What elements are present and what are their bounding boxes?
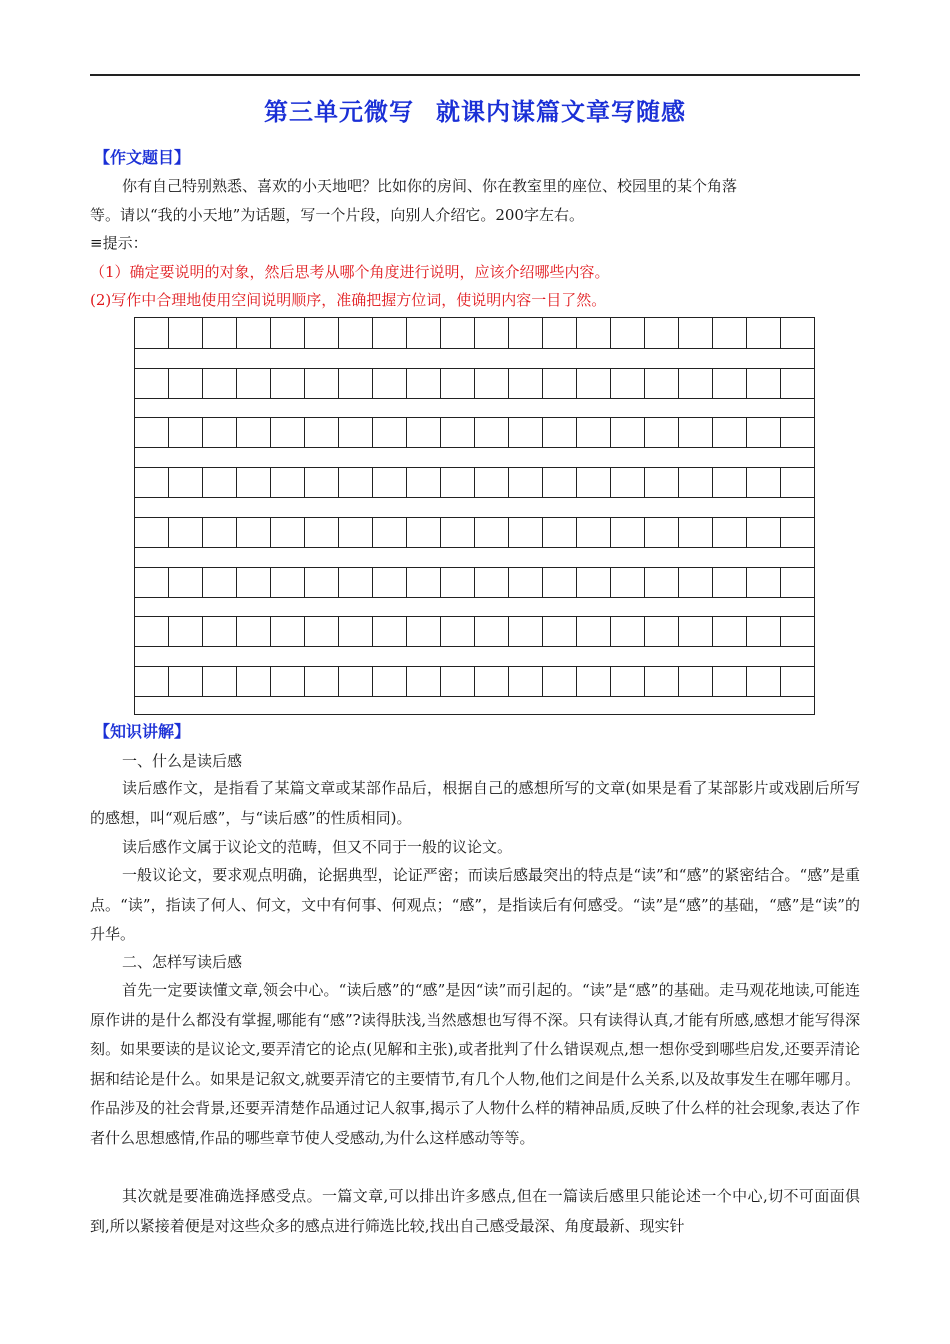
grid-cell — [747, 567, 781, 597]
grid-cell — [305, 417, 339, 447]
grid-cell — [577, 517, 611, 547]
section-heading-knowledge: 【知识讲解】 — [94, 722, 191, 741]
grid-row — [135, 567, 814, 597]
grid-cell — [509, 368, 543, 398]
writing-grid — [134, 317, 815, 715]
grid-line — [135, 447, 814, 448]
paragraph-definition: 读后感作文，是指看了某篇文章或某部作品后，根据自己的感想所写的文章(如果是看了某部影片或戏剧后所写的感想，叫“观后感”，与“读后感”的性质相同)。 — [90, 779, 860, 827]
grid-cell — [747, 616, 781, 646]
grid-cell — [169, 517, 203, 547]
grid-cell — [679, 567, 713, 597]
grid-cell — [577, 666, 611, 696]
grid-cell — [713, 616, 747, 646]
grid-cell — [237, 616, 271, 646]
grid-cell — [475, 517, 509, 547]
grid-cell — [441, 517, 475, 547]
grid-cell — [441, 616, 475, 646]
grid-cell — [475, 318, 509, 348]
grid-row — [135, 467, 814, 497]
grid-cell — [543, 417, 577, 447]
grid-cell — [407, 567, 441, 597]
grid-cell — [577, 567, 611, 597]
grid-cell — [203, 368, 237, 398]
grid-cell — [781, 417, 814, 447]
grid-cell — [611, 368, 645, 398]
grid-cell — [305, 318, 339, 348]
grid-cell — [441, 567, 475, 597]
grid-cell — [611, 616, 645, 646]
title-part2: 就课内谋篇文章写随感 — [436, 98, 686, 126]
grid-row — [135, 517, 814, 547]
grid-cell — [271, 616, 305, 646]
grid-cell — [475, 368, 509, 398]
grid-line — [135, 467, 814, 468]
grid-cell — [509, 616, 543, 646]
grid-cell — [203, 467, 237, 497]
grid-row — [135, 318, 814, 348]
grid-cell — [339, 616, 373, 646]
grid-cell — [713, 368, 747, 398]
grid-cell — [305, 567, 339, 597]
grid-cell — [169, 318, 203, 348]
grid-cell — [611, 517, 645, 547]
grid-cell — [509, 567, 543, 597]
paragraph-category: 读后感作文属于议论文的范畴，但又不同于一般的议论文。 — [122, 838, 513, 856]
grid-cell — [747, 318, 781, 348]
grid-cell — [407, 318, 441, 348]
grid-cell — [271, 517, 305, 547]
grid-line — [135, 696, 814, 697]
grid-cell — [611, 318, 645, 348]
grid-cell — [475, 467, 509, 497]
grid-cell — [169, 616, 203, 646]
grid-cell — [509, 666, 543, 696]
grid-cell — [135, 666, 169, 696]
grid-cell — [305, 666, 339, 696]
grid-cell — [509, 417, 543, 447]
grid-cell — [373, 318, 407, 348]
grid-cell — [645, 318, 679, 348]
grid-cell — [679, 517, 713, 547]
grid-cell — [339, 318, 373, 348]
grid-cell — [645, 666, 679, 696]
grid-cell — [679, 318, 713, 348]
grid-line — [135, 646, 814, 647]
grid-cell — [237, 417, 271, 447]
subheading-what-is: 一、什么是读后感 — [122, 752, 243, 770]
grid-cell — [713, 318, 747, 348]
grid-cell — [543, 368, 577, 398]
section-heading-essay-topic: 【作文题目】 — [94, 148, 191, 167]
grid-cell — [747, 417, 781, 447]
grid-cell — [679, 417, 713, 447]
grid-cell — [135, 417, 169, 447]
grid-cell — [339, 368, 373, 398]
grid-cell — [543, 666, 577, 696]
grid-cell — [645, 567, 679, 597]
grid-cell — [441, 417, 475, 447]
grid-cell — [781, 318, 814, 348]
grid-cell — [135, 368, 169, 398]
grid-line — [135, 616, 814, 617]
grid-cell — [237, 318, 271, 348]
grid-cell — [713, 567, 747, 597]
grid-cell — [713, 666, 747, 696]
grid-cell — [407, 666, 441, 696]
grid-cell — [135, 517, 169, 547]
grid-cell — [305, 467, 339, 497]
paragraph-features: 一般议论文，要求观点明确，论据典型，论证严密；而读后感最突出的特点是“读”和“感”的紧密结合。“感”是重点。“读”，指读了何人、何文，文中有何事、何观点；“感”，是指读后有何感受。“读”是“感”的基础，“感”是“读”的升华。 — [90, 866, 860, 943]
grid-line — [135, 517, 814, 518]
grid-cell — [237, 567, 271, 597]
hint-label: ≡提示： — [90, 234, 148, 252]
grid-cell — [271, 318, 305, 348]
title-part1: 第三单元微写 — [264, 98, 414, 126]
grid-cell — [135, 467, 169, 497]
grid-cell — [169, 567, 203, 597]
grid-cell — [339, 467, 373, 497]
grid-cell — [407, 368, 441, 398]
grid-cell — [713, 417, 747, 447]
grid-cell — [373, 666, 407, 696]
grid-cell — [679, 467, 713, 497]
grid-cell — [407, 467, 441, 497]
grid-cell — [781, 567, 814, 597]
grid-cell — [509, 318, 543, 348]
grid-cell — [781, 666, 814, 696]
grid-row — [135, 616, 814, 646]
grid-cell — [611, 467, 645, 497]
grid-cell — [747, 517, 781, 547]
grid-cell — [645, 517, 679, 547]
grid-cell — [135, 567, 169, 597]
grid-cell — [169, 666, 203, 696]
grid-row — [135, 666, 814, 696]
grid-cell — [271, 368, 305, 398]
grid-line — [135, 417, 814, 418]
grid-cell — [203, 666, 237, 696]
grid-cell — [543, 567, 577, 597]
grid-cell — [781, 467, 814, 497]
grid-cell — [475, 417, 509, 447]
grid-row — [135, 417, 814, 447]
paragraph-step-one: 首先一定要读懂文章,领会中心。“读后感”的“感”是因“读”而引起的。“读”是“感”的基础。走马观花地读,可能连原作讲的是什么都没有掌握,哪能有“感”?读得肤浅,当然感想也写得不深。只有读得认真,才能有所感,感想才能写得深刻。如果要读的是议论文,要弄清它的论点(见解和主张),或者批判了什么错误观点,想一想你受到哪些启发,还要弄清论据和结论是什么。如果是记叙文,就要弄清它的主要情节,有几个人物,他们之间是什么关系,以及故事发生在哪年哪月。作品涉及的社会背景,还要弄清楚作品通过记人叙事,揭示了人物什么样的精神品质,反映了什么样的社会现象,表达了作者什么思想感情,作品的哪些章节使人受感动,为什么这样感动等等。 — [90, 981, 860, 1147]
grid-cell — [781, 517, 814, 547]
grid-cell — [407, 616, 441, 646]
grid-cell — [645, 368, 679, 398]
top-rule — [90, 74, 860, 76]
grid-cell — [203, 567, 237, 597]
grid-cell — [441, 666, 475, 696]
grid-cell — [373, 567, 407, 597]
grid-cell — [645, 616, 679, 646]
grid-cell — [237, 666, 271, 696]
grid-cell — [441, 368, 475, 398]
page-title — [0, 92, 950, 127]
grid-cell — [577, 318, 611, 348]
grid-cell — [543, 318, 577, 348]
grid-cell — [237, 368, 271, 398]
grid-cell — [407, 517, 441, 547]
subheading-how-to: 二、怎样写读后感 — [122, 953, 243, 971]
grid-cell — [169, 467, 203, 497]
grid-cell — [169, 417, 203, 447]
grid-cell — [135, 616, 169, 646]
grid-cell — [543, 467, 577, 497]
grid-cell — [373, 467, 407, 497]
grid-cell — [407, 417, 441, 447]
grid-cell — [305, 517, 339, 547]
grid-cell — [135, 318, 169, 348]
grid-line — [135, 368, 814, 369]
grid-cell — [373, 368, 407, 398]
grid-cell — [577, 368, 611, 398]
grid-cell — [339, 517, 373, 547]
grid-cell — [237, 517, 271, 547]
grid-cell — [543, 616, 577, 646]
grid-line — [135, 497, 814, 498]
paragraph-step-two: 其次就是要准确选择感受点。一篇文章,可以排出许多感点,但在一篇读后感里只能论述一个中心,切不可面面俱到,所以紧接着便是对这些众多的感点进行筛选比较,找出自己感受最深、角度最新、现实针 — [90, 1187, 860, 1235]
grid-cell — [305, 616, 339, 646]
grid-cell — [747, 368, 781, 398]
grid-row — [135, 368, 814, 398]
grid-cell — [611, 666, 645, 696]
grid-cell — [475, 666, 509, 696]
grid-cell — [679, 368, 713, 398]
hint-2: (2)写作中合理地使用空间说明顺序，准确把握方位词，使说明内容一目了然。 — [90, 291, 607, 309]
grid-cell — [611, 567, 645, 597]
grid-cell — [373, 417, 407, 447]
grid-cell — [645, 467, 679, 497]
grid-cell — [679, 666, 713, 696]
grid-cell — [747, 467, 781, 497]
grid-line — [135, 348, 814, 349]
grid-cell — [781, 616, 814, 646]
grid-cell — [203, 318, 237, 348]
grid-cell — [237, 467, 271, 497]
grid-line — [135, 597, 814, 598]
grid-cell — [713, 467, 747, 497]
grid-cell — [645, 417, 679, 447]
grid-cell — [339, 417, 373, 447]
grid-cell — [271, 567, 305, 597]
grid-cell — [203, 517, 237, 547]
grid-cell — [475, 567, 509, 597]
grid-cell — [679, 616, 713, 646]
grid-cell — [577, 467, 611, 497]
hint-1: （1）确定要说明的对象，然后思考从哪个角度进行说明，应该介绍哪些内容。 — [90, 263, 610, 281]
grid-line — [135, 567, 814, 568]
grid-cell — [271, 666, 305, 696]
grid-cell — [441, 467, 475, 497]
grid-cell — [543, 517, 577, 547]
grid-cell — [169, 368, 203, 398]
prompt-line-1: 你有自己特别熟悉、喜欢的小天地吧？比如你的房间、你在教室里的座位、校园里的某个角落 — [122, 177, 738, 195]
grid-cell — [577, 417, 611, 447]
grid-cell — [441, 318, 475, 348]
grid-cell — [271, 467, 305, 497]
grid-cell — [713, 517, 747, 547]
grid-line — [135, 398, 814, 399]
grid-cell — [611, 417, 645, 447]
grid-line — [135, 547, 814, 548]
grid-cell — [305, 368, 339, 398]
grid-cell — [203, 417, 237, 447]
grid-cell — [339, 666, 373, 696]
grid-cell — [747, 666, 781, 696]
grid-line — [135, 666, 814, 667]
prompt-line-2: 等。请以“我的小天地”为话题，写一个片段，向别人介绍它。200字左右。 — [90, 206, 584, 224]
grid-cell — [373, 616, 407, 646]
grid-cell — [577, 616, 611, 646]
grid-cell — [509, 467, 543, 497]
grid-cell — [203, 616, 237, 646]
grid-cell — [781, 368, 814, 398]
grid-cell — [271, 417, 305, 447]
grid-cell — [339, 567, 373, 597]
grid-cell — [373, 517, 407, 547]
grid-cell — [509, 517, 543, 547]
grid-cell — [475, 616, 509, 646]
